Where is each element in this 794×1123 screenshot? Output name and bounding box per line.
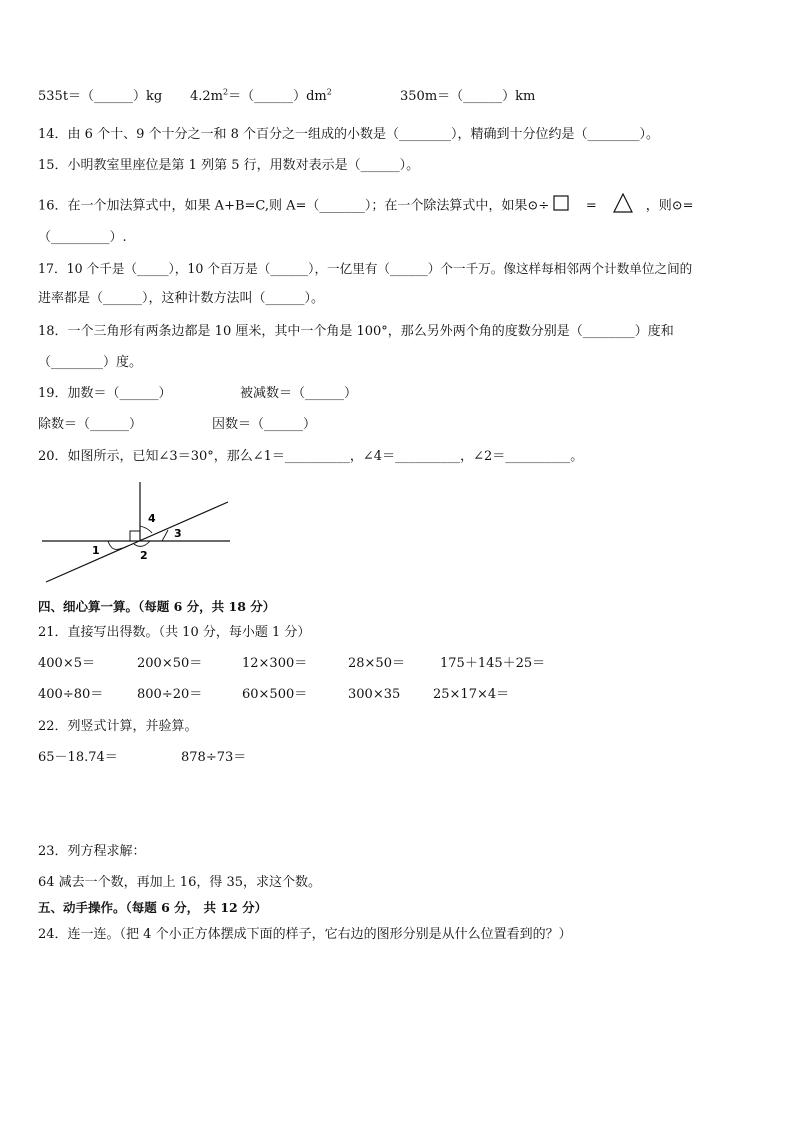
q19-addend: 19．加数＝（______） [38,386,172,401]
q13-b-mid: ＝（______）dm [228,89,327,104]
q16-equals: = [585,198,597,214]
q21-r2-c1: 400÷80＝ [38,687,104,702]
question-23-title: 23．列方程求解： [38,844,146,859]
question-15: 15．小明教室里座位是第 1 列第 5 行，用数对表示是（______）。 [38,158,420,173]
q13-item-b [190,88,332,106]
q21-r2-c2: 800÷20＝ [137,687,203,702]
square-icon [553,195,569,217]
q13-b-sup: 2 [223,87,229,97]
angle-1-label: 1 [92,544,100,557]
right-angle-mark [130,531,140,541]
q19-divisor: 除数＝（______） [38,417,143,432]
angle-figure [38,478,238,588]
question-22-title: 22．列竖式计算，并验算。 [38,719,198,734]
question-16 [38,193,694,219]
angle-2-label: 2 [140,549,148,562]
question-21-title: 21．直接写出得数。（共 10 分，每小题 1 分） [38,625,311,640]
q19-minuend: 被减数＝（______） [240,386,358,401]
q13-b-pre: 4.2m [190,89,224,104]
q22-item-2: 878÷73＝ [181,750,247,765]
question-17-line1: 17．10 个千是（_____），10 个百万是（______），一亿里有（______）个一千万。像这样每相邻两个计数单位之间的 [38,261,693,276]
question-24: 24．连一连。（把 4 个小正方体摆成下面的样子，它右边的图形分别是从什么位置看到的？） [38,927,572,942]
q21-r1-c4: 28×50＝ [348,656,405,671]
q21-r1-c2: 200×50＝ [137,656,203,671]
q21-r1-c5: 175＋145＋25＝ [440,656,546,671]
angle-1-arc [108,541,122,549]
question-20: 20．如图所示，已知∠3＝30°，那么∠1＝__________，∠4＝__________，∠2＝__________。 [38,449,584,464]
section-4-heading: 四、细心算一算。（每题 6 分，共 18 分） [38,599,276,614]
angle-4-label: 4 [148,512,156,525]
question-17-line2: 进率都是（______），这种计数方法叫（______）。 [38,291,325,306]
angle-3-arc [162,530,168,541]
question-18-line1: 18．一个三角形有两条边都是 10 厘米，其中一个角是 100°，那么另外两个角的度数分别是（________）度和 [38,324,674,339]
q16-part1: 16．在一个加法算式中，如果 A+B=C,则 A=（_______）；在一个除法算式中，如果⊙÷ [38,198,550,214]
question-18-line2: （________）度。 [38,355,143,370]
question-16-line2: （_________）. [38,230,127,245]
q21-r2-c3: 60×500＝ [242,687,308,702]
q22-item-1: 65－18.74＝ [38,750,118,765]
slanted-line [46,502,228,582]
section-5-heading: 五、动手操作。（每题 6 分， 共 12 分） [38,900,268,915]
q19-factor: 因数＝（______） [212,417,317,432]
q21-r1-c1: 400×5＝ [38,656,95,671]
triangle-icon [613,193,633,219]
q21-r1-c3: 12×300＝ [242,656,308,671]
q13-item-a: 535t＝（______）kg [38,89,163,104]
q21-r2-c5: 25×17×4＝ [433,687,510,702]
q16-part2: ，则⊙= [645,198,694,214]
question-14: 14．由 6 个十、9 个十分之一和 8 个百分之一组成的小数是（________），精确到十分位约是（________）。 [38,127,660,142]
angle-4-arc [140,526,152,533]
q13-item-c: 350m＝（______）km [400,89,536,104]
question-23-text: 64 减去一个数，再加上 16，得 35，求这个数。 [38,875,322,890]
angle-3-label: 3 [174,527,182,540]
q13-b-sup2: 2 [326,87,332,97]
q21-r2-c4: 300×35 [348,687,401,702]
